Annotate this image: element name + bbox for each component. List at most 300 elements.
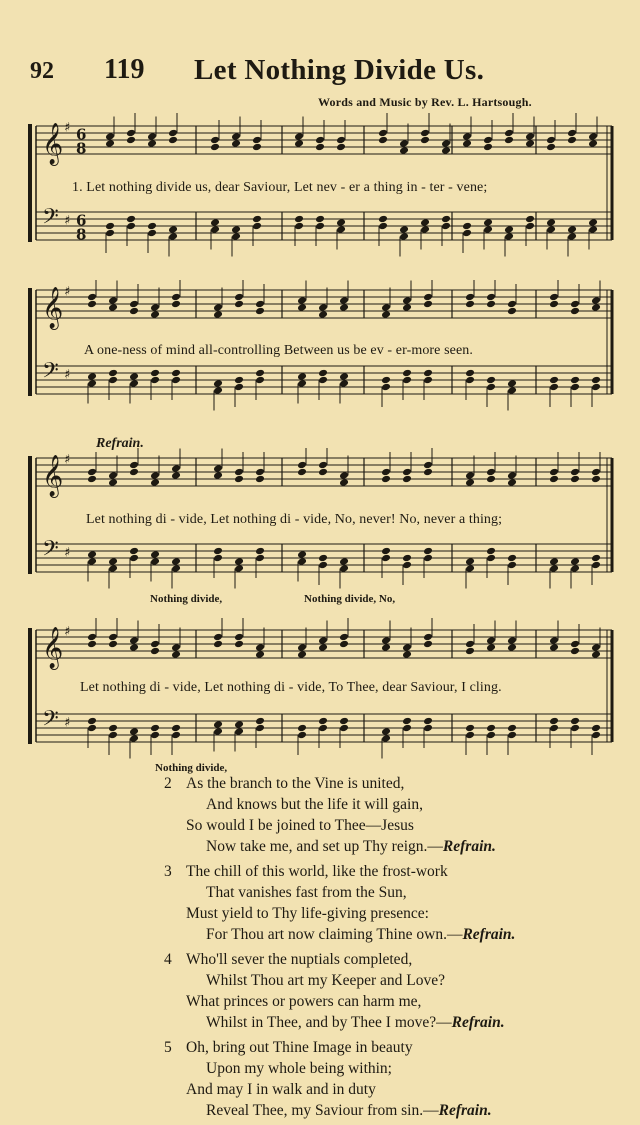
note-head xyxy=(213,554,223,563)
treble-clef-icon: 𝄞 xyxy=(42,455,64,497)
note-head xyxy=(294,222,304,231)
note-head xyxy=(465,376,475,385)
note-head xyxy=(339,478,349,487)
note-head xyxy=(570,376,580,385)
note-head xyxy=(483,136,493,145)
note-head xyxy=(420,218,430,227)
note-head xyxy=(465,369,475,378)
time-signature-top: 6 xyxy=(76,125,87,144)
note-head xyxy=(315,143,325,152)
note-head xyxy=(87,468,97,477)
note-head xyxy=(465,293,475,302)
note-head xyxy=(591,724,601,733)
note-head xyxy=(147,139,157,148)
note-head xyxy=(255,724,265,733)
note-head xyxy=(423,633,433,642)
note-head xyxy=(507,724,517,733)
note-head xyxy=(570,468,580,477)
note-head xyxy=(318,554,328,563)
lyrics-line-2: A one-ness of mind all-controlling Between us be ev - er-more seen. xyxy=(84,343,473,358)
note-head xyxy=(402,376,412,385)
note-head xyxy=(507,379,517,388)
note-head xyxy=(234,720,244,729)
note-head xyxy=(255,307,265,316)
verse-3 xyxy=(164,861,588,945)
note-head xyxy=(486,383,496,392)
note-head xyxy=(549,383,559,392)
refrain-tag: Refrain. xyxy=(451,1014,505,1031)
staff-system-2 xyxy=(0,280,640,440)
note-head xyxy=(108,296,118,305)
note-head xyxy=(297,461,307,470)
note-head xyxy=(318,717,328,726)
verse-line: The chill of this world, like the frost-work xyxy=(186,863,448,880)
note-head xyxy=(483,218,493,227)
note-head xyxy=(441,215,451,224)
note-head xyxy=(507,554,517,563)
note-head xyxy=(339,296,349,305)
note-head xyxy=(213,640,223,649)
verse-line: Oh, bring out Thine Image in beauty xyxy=(186,1039,413,1056)
note-head xyxy=(525,139,535,148)
note-head xyxy=(507,643,517,652)
note-head xyxy=(402,296,412,305)
note-head xyxy=(588,132,598,141)
note-head xyxy=(147,229,157,238)
note-head xyxy=(336,218,346,227)
note-head xyxy=(168,136,178,145)
note-head xyxy=(171,650,181,659)
note-head xyxy=(591,643,601,652)
note-head xyxy=(213,386,223,395)
verse-line: Now take me, and set up Thy reign.— xyxy=(206,838,443,855)
note-head xyxy=(336,136,346,145)
note-head xyxy=(465,300,475,309)
note-head xyxy=(318,468,328,477)
note-head xyxy=(129,372,139,381)
lyrics-line-3: Let nothing di - vide, Let nothing di - vide, No, never! No, never a thing; xyxy=(86,512,503,527)
note-head xyxy=(546,143,556,152)
note-head xyxy=(504,136,514,145)
verse-line: And knows but the life it will gain, xyxy=(206,796,423,813)
note-head xyxy=(87,724,97,733)
note-head xyxy=(108,557,118,566)
note-head xyxy=(465,478,475,487)
note-head xyxy=(423,717,433,726)
note-head xyxy=(168,232,178,241)
note-head xyxy=(336,225,346,234)
page-number: 92 xyxy=(30,58,54,84)
note-head xyxy=(549,557,559,566)
note-head xyxy=(315,215,325,224)
note-head xyxy=(297,557,307,566)
note-head xyxy=(339,557,349,566)
note-head xyxy=(507,636,517,645)
note-head xyxy=(570,640,580,649)
note-head xyxy=(378,222,388,231)
verse-4 xyxy=(164,949,588,1033)
note-head xyxy=(297,650,307,659)
note-head xyxy=(129,307,139,316)
note-head xyxy=(339,372,349,381)
refrain-tag: Refrain. xyxy=(442,838,496,855)
note-head xyxy=(441,139,451,148)
note-head xyxy=(588,225,598,234)
note-head xyxy=(210,225,220,234)
note-head xyxy=(486,547,496,556)
note-head xyxy=(339,724,349,733)
note-head xyxy=(294,132,304,141)
verse-line: Upon my whole being within; xyxy=(206,1060,392,1077)
note-head xyxy=(381,310,391,319)
verse-line: So would I be joined to Thee—Jesus xyxy=(186,817,414,834)
note-head xyxy=(87,550,97,559)
note-head xyxy=(423,461,433,470)
note-head xyxy=(126,222,136,231)
note-head xyxy=(255,643,265,652)
note-head xyxy=(108,633,118,642)
note-head xyxy=(297,303,307,312)
note-head xyxy=(234,383,244,392)
note-head xyxy=(315,136,325,145)
note-head xyxy=(108,303,118,312)
note-head xyxy=(108,724,118,733)
note-head xyxy=(339,633,349,642)
note-head xyxy=(465,471,475,480)
note-head xyxy=(234,468,244,477)
verse-line: For Thou art now claiming Thine own.— xyxy=(206,926,463,943)
note-head xyxy=(108,478,118,487)
note-head xyxy=(252,136,262,145)
note-head xyxy=(255,547,265,556)
note-head xyxy=(423,376,433,385)
note-head xyxy=(150,550,160,559)
note-head xyxy=(168,129,178,138)
note-head xyxy=(507,471,517,480)
note-head xyxy=(465,557,475,566)
note-head xyxy=(150,376,160,385)
note-head xyxy=(549,717,559,726)
sharp-icon: ♯ xyxy=(64,284,71,300)
verse-2 xyxy=(164,773,588,857)
note-head xyxy=(462,132,472,141)
hymn-number: 119 xyxy=(104,54,145,85)
note-head xyxy=(171,293,181,302)
note-head xyxy=(231,139,241,148)
note-head xyxy=(525,215,535,224)
note-head xyxy=(465,640,475,649)
verse-line: That vanishes fast from the Sun, xyxy=(206,884,407,901)
note-head xyxy=(87,640,97,649)
note-head xyxy=(171,369,181,378)
verse-number: 3 xyxy=(164,863,172,880)
note-head xyxy=(504,129,514,138)
note-head xyxy=(234,300,244,309)
note-head xyxy=(549,724,559,733)
treble-clef-icon: 𝄞 xyxy=(42,287,64,329)
note-head xyxy=(546,218,556,227)
note-head xyxy=(213,303,223,312)
note-head xyxy=(591,303,601,312)
note-head xyxy=(381,383,391,392)
note-head xyxy=(525,222,535,231)
note-head xyxy=(108,369,118,378)
note-head xyxy=(297,731,307,740)
note-head xyxy=(507,307,517,316)
note-head xyxy=(255,468,265,477)
note-head xyxy=(570,717,580,726)
note-head xyxy=(294,139,304,148)
note-head xyxy=(171,471,181,480)
note-head xyxy=(318,643,328,652)
note-head xyxy=(549,300,559,309)
note-head xyxy=(465,724,475,733)
note-head xyxy=(252,215,262,224)
note-head xyxy=(129,300,139,309)
staff-system-4 xyxy=(0,618,640,778)
note-head xyxy=(213,464,223,473)
note-head xyxy=(210,218,220,227)
brace xyxy=(28,124,32,242)
note-head xyxy=(423,724,433,733)
note-head xyxy=(402,468,412,477)
note-head xyxy=(318,636,328,645)
note-head xyxy=(87,300,97,309)
note-head xyxy=(570,724,580,733)
note-head xyxy=(108,640,118,649)
note-head xyxy=(507,478,517,487)
note-head xyxy=(126,136,136,145)
note-head xyxy=(570,307,580,316)
note-head xyxy=(150,478,160,487)
note-head xyxy=(549,636,559,645)
note-head xyxy=(591,296,601,305)
note-head xyxy=(294,215,304,224)
note-head xyxy=(423,468,433,477)
note-head xyxy=(255,376,265,385)
note-head xyxy=(297,296,307,305)
note-head xyxy=(399,225,409,234)
lyrics-line-4: Let nothing di - vide, Let nothing di - vide, To Thee, dear Saviour, I cling. xyxy=(80,680,502,695)
verse-line: Reveal Thee, my Saviour from sin.— xyxy=(206,1102,439,1119)
note-head xyxy=(588,218,598,227)
note-head xyxy=(381,376,391,385)
note-head xyxy=(231,232,241,241)
note-head xyxy=(129,554,139,563)
time-signature-bottom: 8 xyxy=(76,225,87,244)
note-head xyxy=(150,724,160,733)
note-head xyxy=(213,379,223,388)
note-head xyxy=(486,475,496,484)
refrain-tag: Refrain. xyxy=(438,1102,492,1119)
note-head xyxy=(150,369,160,378)
note-head xyxy=(213,633,223,642)
note-head xyxy=(150,310,160,319)
note-head xyxy=(171,731,181,740)
note-head xyxy=(108,471,118,480)
sharp-icon: ♯ xyxy=(64,624,71,640)
note-head xyxy=(339,640,349,649)
verse-number: 5 xyxy=(164,1039,172,1056)
note-head xyxy=(318,724,328,733)
note-head xyxy=(255,369,265,378)
note-head xyxy=(234,633,244,642)
note-head xyxy=(486,293,496,302)
note-head xyxy=(546,225,556,234)
note-head xyxy=(171,557,181,566)
note-head xyxy=(234,557,244,566)
note-head xyxy=(549,468,559,477)
note-head xyxy=(147,132,157,141)
note-head xyxy=(546,136,556,145)
note-head xyxy=(402,650,412,659)
note-head xyxy=(570,564,580,573)
note-head xyxy=(570,300,580,309)
note-head xyxy=(381,547,391,556)
note-head xyxy=(129,468,139,477)
note-head xyxy=(486,731,496,740)
refrain-tag: Refrain. xyxy=(462,926,516,943)
note-head xyxy=(87,557,97,566)
note-head xyxy=(591,650,601,659)
brace xyxy=(28,456,32,574)
attribution: Words and Music by Rev. L. Hartsough. xyxy=(318,95,532,109)
note-head xyxy=(591,383,601,392)
note-head xyxy=(171,564,181,573)
sharp-icon: ♯ xyxy=(64,367,71,383)
note-head xyxy=(567,129,577,138)
note-head xyxy=(441,146,451,155)
note-head xyxy=(591,731,601,740)
note-head xyxy=(507,731,517,740)
note-head xyxy=(423,300,433,309)
note-head xyxy=(402,475,412,484)
note-head xyxy=(171,300,181,309)
note-head xyxy=(381,468,391,477)
note-head xyxy=(234,640,244,649)
note-head xyxy=(129,643,139,652)
note-head xyxy=(381,554,391,563)
note-head xyxy=(234,475,244,484)
verse-line: Must yield to Thy life-giving presence: xyxy=(186,905,429,922)
note-head xyxy=(423,547,433,556)
note-head xyxy=(423,554,433,563)
note-head xyxy=(465,647,475,656)
note-head xyxy=(570,557,580,566)
sharp-icon: ♯ xyxy=(64,545,71,561)
note-head xyxy=(381,636,391,645)
bass-clef-icon: 𝄢 xyxy=(42,204,59,235)
note-head xyxy=(591,561,601,570)
note-head xyxy=(339,717,349,726)
sharp-icon: ♯ xyxy=(64,213,71,229)
note-head xyxy=(423,293,433,302)
note-head xyxy=(234,376,244,385)
note-head xyxy=(570,647,580,656)
note-head xyxy=(378,129,388,138)
note-head xyxy=(507,300,517,309)
note-head xyxy=(150,303,160,312)
note-head xyxy=(339,303,349,312)
note-head xyxy=(399,139,409,148)
note-head xyxy=(171,376,181,385)
sharp-icon: ♯ xyxy=(64,120,71,136)
note-head xyxy=(297,550,307,559)
note-head xyxy=(318,303,328,312)
note-head xyxy=(150,640,160,649)
note-head xyxy=(591,376,601,385)
note-head xyxy=(318,310,328,319)
note-head xyxy=(108,376,118,385)
music-system-4 xyxy=(0,618,640,778)
note-head xyxy=(486,724,496,733)
note-head xyxy=(234,727,244,736)
note-head xyxy=(462,229,472,238)
treble-clef-icon: 𝄞 xyxy=(42,123,64,165)
note-head xyxy=(381,734,391,743)
note-head xyxy=(402,717,412,726)
note-head xyxy=(255,300,265,309)
note-head xyxy=(318,561,328,570)
note-head xyxy=(87,379,97,388)
note-head xyxy=(549,564,559,573)
note-head xyxy=(567,232,577,241)
note-head xyxy=(129,379,139,388)
note-head xyxy=(483,143,493,152)
note-head xyxy=(234,564,244,573)
note-head xyxy=(150,647,160,656)
note-head xyxy=(402,369,412,378)
note-head xyxy=(549,376,559,385)
note-head xyxy=(465,564,475,573)
note-head xyxy=(525,132,535,141)
note-head xyxy=(213,471,223,480)
note-head xyxy=(87,372,97,381)
note-head xyxy=(105,229,115,238)
note-head xyxy=(297,372,307,381)
note-head xyxy=(339,564,349,573)
lyrics-line-1: 1. Let nothing divide us, dear Saviour, Let nev - er a thing in - ter - vene; xyxy=(72,180,488,195)
note-head xyxy=(588,139,598,148)
note-head xyxy=(87,293,97,302)
note-head xyxy=(105,132,115,141)
note-head xyxy=(297,468,307,477)
note-head xyxy=(129,727,139,736)
verse-line: Who'll sever the nuptials completed, xyxy=(186,951,413,968)
note-head xyxy=(486,376,496,385)
note-head xyxy=(297,643,307,652)
note-head xyxy=(255,650,265,659)
note-head xyxy=(507,561,517,570)
verse-number: 2 xyxy=(164,775,172,792)
note-head xyxy=(420,225,430,234)
note-head xyxy=(462,222,472,231)
note-head xyxy=(318,376,328,385)
note-head xyxy=(483,225,493,234)
verse-5 xyxy=(164,1037,588,1121)
note-head xyxy=(105,222,115,231)
note-head xyxy=(210,143,220,152)
note-head xyxy=(213,727,223,736)
note-head xyxy=(486,643,496,652)
verse-line: What princes or powers can harm me, xyxy=(186,993,422,1010)
bass-clef-icon: 𝄢 xyxy=(42,706,59,737)
note-head xyxy=(402,724,412,733)
note-head xyxy=(504,225,514,234)
time-signature-top: 6 xyxy=(76,211,87,230)
note-head xyxy=(381,303,391,312)
note-head xyxy=(318,461,328,470)
